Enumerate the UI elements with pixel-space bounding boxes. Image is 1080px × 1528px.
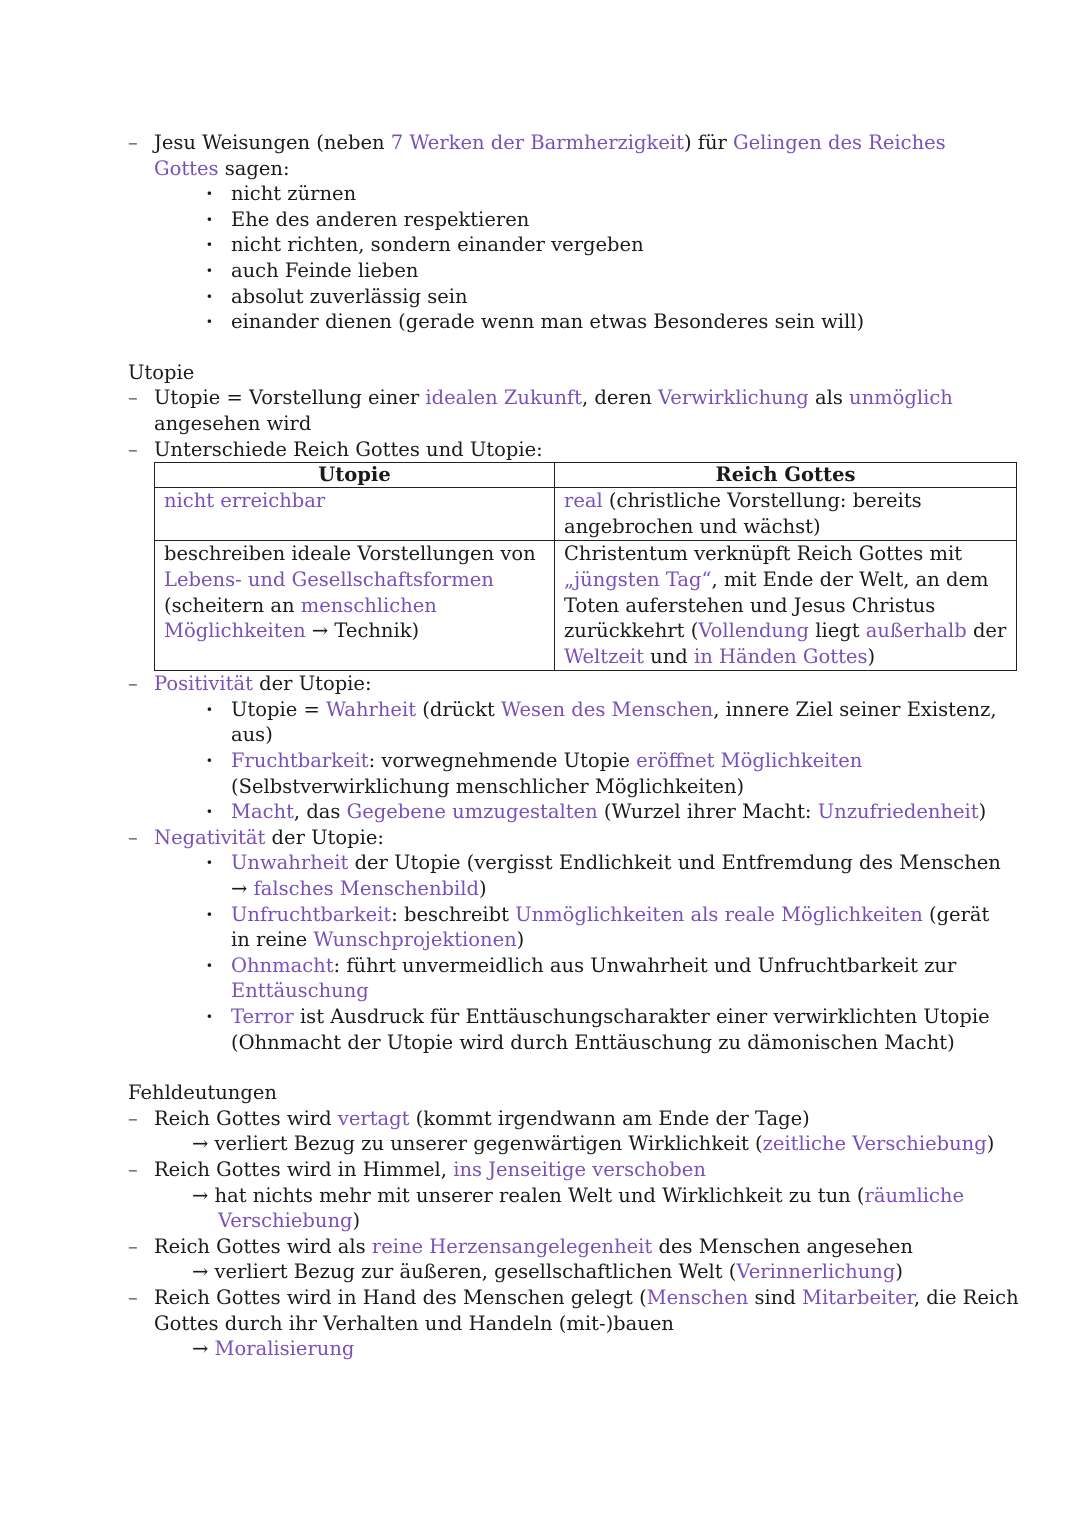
positiv-bullet: · Macht, das Gegebene umzugestalten (Wurzel ihrer Macht: Unzufriedenheit) [128, 799, 1028, 825]
positiv-bullet: · Fruchtbarkeit: vorwegnehmende Utopie eröffnet Möglichkeiten (Selbstverwirklichung menschlicher Möglichkeiten) [128, 748, 1028, 799]
fehldeutung-item: – Reich Gottes wird in Himmel, ins Jenseitige verschoben [128, 1157, 1028, 1183]
table-row [155, 488, 1017, 541]
negativ-bullet: · Terror ist Ausdruck für Enttäuschungscharakter einer verwirklichten Utopie (Ohnmacht der Utopie wird durch Enttäuschung zu dämonischen Macht) [128, 1004, 1028, 1055]
comparison-table [154, 462, 1017, 671]
negativitaet-item: – Negativität der Utopie: [128, 825, 1028, 851]
weisung-bullet: · nicht zürnen [128, 181, 1028, 207]
fehldeutung-consequence: → verliert Bezug zu unserer gegenwärtigen Wirklichkeit (zeitliche Verschiebung) [192, 1132, 995, 1156]
negativ-bullet: · Ohnmacht: führt unvermeidlich aus Unwahrheit und Unfruchtbarkeit zur Enttäuschung [128, 953, 1028, 1004]
weisung-bullet: · einander dienen (gerade wenn man etwas Besonderes sein will) [128, 309, 1028, 335]
weisung-bullet: · Ehe des anderen respektieren [128, 207, 1028, 233]
fehldeutung-item: – Reich Gottes wird vertagt (kommt irgendwann am Ende der Tage) [128, 1106, 1028, 1132]
table-row [155, 541, 1017, 671]
utopie-heading: Utopie [128, 360, 195, 384]
notes-document [128, 130, 1028, 1362]
fehldeutung-item: – Reich Gottes wird in Hand des Menschen gelegt (Menschen sind Mitarbeiter, die Reich Gottes durch ihr Verhalten und Handeln (mit-)bauen [128, 1285, 1028, 1336]
fehldeutung-consequence: → hat nichts mehr mit unserer realen Welt und Wirklichkeit zu tun (räumliche Verschiebung) [192, 1183, 965, 1233]
table-header-utopie: Utopie [155, 463, 555, 488]
unterschiede-label: – Unterschiede Reich Gottes und Utopie: [128, 437, 1028, 463]
table-cell: nicht erreichbar [155, 488, 555, 541]
positivitaet-item: – Positivität der Utopie: [128, 671, 1028, 697]
fehldeutung-item: – Reich Gottes wird als reine Herzensangelegenheit des Menschen angesehen [128, 1234, 1028, 1260]
fehldeutung-consequence: → verliert Bezug zur äußeren, gesellschaftlichen Welt (Verinnerlichung) [192, 1260, 903, 1284]
weisung-bullet: · absolut zuverlässig sein [128, 284, 1028, 310]
weisungen-item: – Jesu Weisungen (neben 7 Werken der Barmherzigkeit) für Gelingen des Reiches Gottes sagen: [128, 130, 1028, 181]
utopie-definition: – Utopie = Vorstellung einer idealen Zukunft, deren Verwirklichung als unmöglich angesehen wird [128, 385, 1028, 436]
negativ-bullet: · Unwahrheit der Utopie (vergisst Endlichkeit und Entfremdung des Menschen → falsches Menschenbild) [128, 850, 1028, 901]
table-header-reich-gottes: Reich Gottes [555, 463, 1017, 488]
table-cell: Christentum verknüpft Reich Gottes mit „jüngsten Tag“, mit Ende der Welt, an dem Toten auferstehen und Jesus Christus zurückkehrt (Vollendung liegt außerhalb der Weltzeit und in Händen Gottes) [555, 541, 1017, 671]
fehldeutungen-heading: Fehldeutungen [128, 1081, 277, 1105]
table-cell: beschreiben ideale Vorstellungen von Lebens- und Gesellschaftsformen (scheitern an menschlichen Möglichkeiten → Technik) [155, 541, 555, 671]
table-cell: real (christliche Vorstellung: bereits angebrochen und wächst) [555, 488, 1017, 541]
weisung-bullet: · auch Feinde lieben [128, 258, 1028, 284]
fehldeutung-consequence: → Moralisierung [192, 1337, 355, 1361]
negativ-bullet: · Unfruchtbarkeit: beschreibt Unmöglichkeiten als reale Möglichkeiten (gerät in reine Wunschprojektionen) [128, 902, 1028, 953]
weisung-bullet: · nicht richten, sondern einander vergeben [128, 232, 1028, 258]
positiv-bullet: · Utopie = Wahrheit (drückt Wesen des Menschen, innere Ziel seiner Existenz, aus) [128, 697, 1028, 748]
